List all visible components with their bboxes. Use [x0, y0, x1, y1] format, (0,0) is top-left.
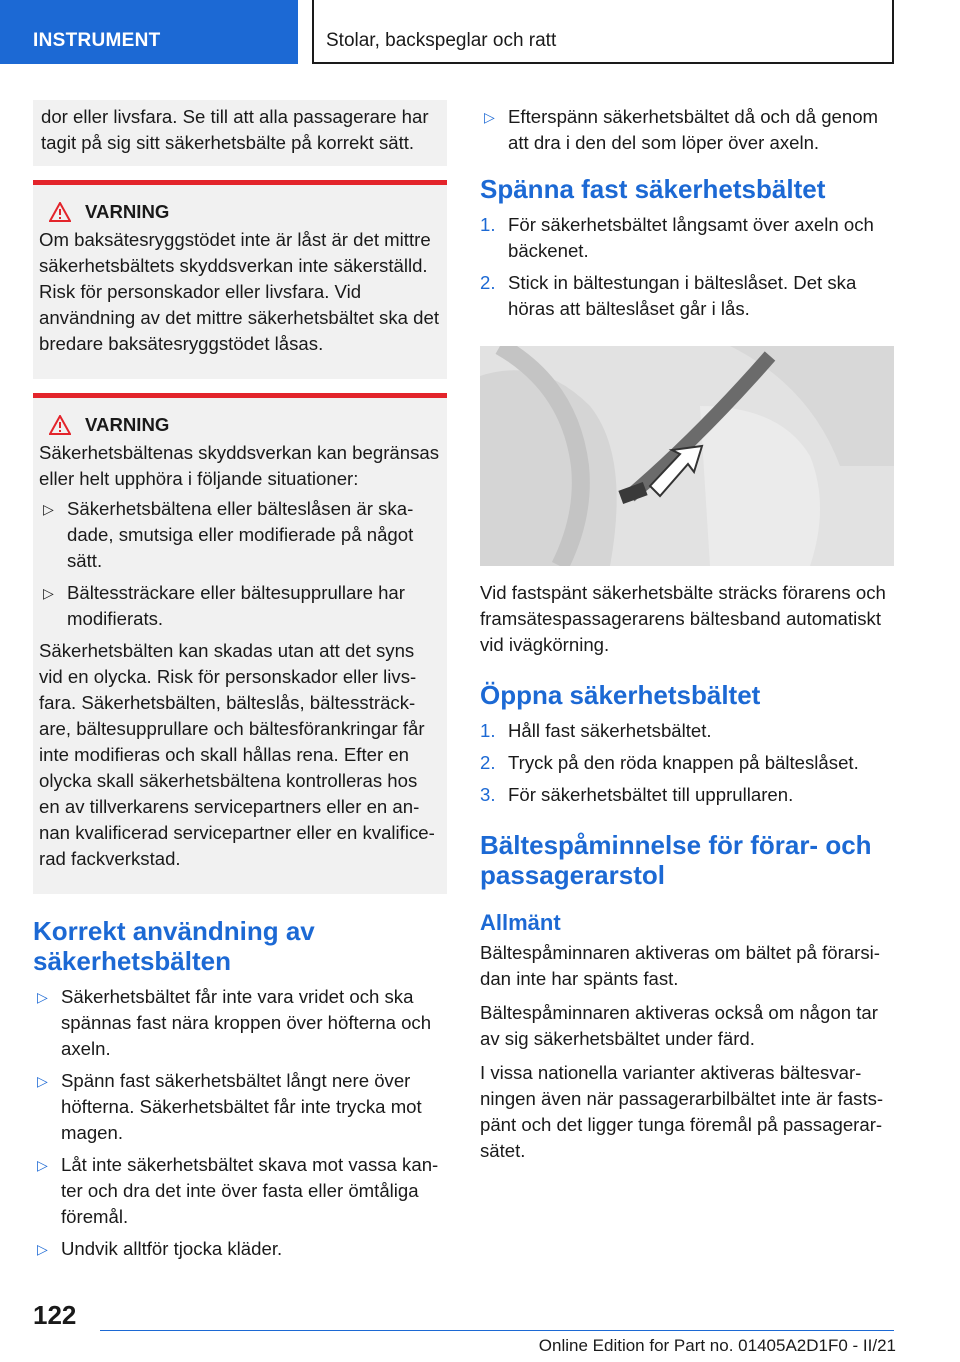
fasten-steps	[480, 212, 896, 322]
step-item: 2. Stick in bältestungan i bälteslåset. Det ska höras att bälteslåset går i lås.	[480, 272, 857, 319]
usage-list	[33, 984, 447, 1262]
list-item: ▷ Låt inte säkerhetsbältet skava mot vassa kanter och dra det inte över fasta eller ömtåliga föremål.	[37, 1154, 439, 1227]
warning-list	[39, 496, 441, 632]
list-item: ▷ Spänn fast säkerhetsbältet långt nere över höfterna. Säkerhetsbältet får inte trycka mot magen.	[37, 1070, 422, 1143]
seatbelt-illustration	[480, 346, 894, 566]
step-item: 1. För säkerhetsbältet långsamt över axeln och bäckenet.	[480, 214, 874, 261]
list-item: ▷ Undvik alltför tjocka kläder.	[33, 1236, 447, 1262]
warning-heading	[39, 201, 441, 223]
step-item: 2. Tryck på den röda knappen på bälteslåset.	[480, 752, 859, 773]
list-item: ▷ Säkerhetsbältet får inte vara vridet och ska spännas fast nära kroppen över höfterna och axeln.	[37, 986, 432, 1059]
warning-text-2: Säkerhetsbälten kan skadas utan att det syns vid en olycka. Risk för personskador eller livsfara. Säkerhetsbälten, bälteslås, bältessträckare, bältesupprullare och bältesförankringar får inte modifieras och skall hållas rena. Efter en olycka skall säkerhetsbältena kontrolleras hos en av tillverkarens servicepartners eller en annan kvalificerad servicepartner eller en kvalificerad fackverkstad.	[39, 640, 435, 869]
warning-heading	[39, 414, 441, 436]
right-column	[480, 100, 896, 1172]
section-heading: Öppna säkerhetsbältet	[480, 680, 761, 710]
open-steps	[480, 718, 896, 808]
warning-triangle-icon	[49, 415, 71, 435]
left-column	[33, 100, 447, 1268]
warning-box-1	[33, 180, 447, 379]
step-item: 3. För säkerhetsbältet till upprullaren.	[480, 784, 794, 805]
footer-rule	[100, 1330, 894, 1331]
warning-triangle-icon	[49, 202, 71, 222]
page-number: 122	[33, 1300, 77, 1330]
chapter-tab	[312, 0, 894, 64]
figure-caption: Vid fastspänt säkerhetsbälte sträcks förarens och framsätespassagerarens bältesband automatiskt vid ivägkörning.	[480, 582, 886, 655]
chapter-title: Stolar, backspeglar och ratt	[326, 30, 557, 51]
list-item: ▷ Säkerhetsbältena eller bälteslåsen är skadade, smutsiga eller modifierade på något sätt.	[43, 498, 414, 571]
section-tab	[0, 0, 298, 64]
triangle-bullet-icon: ▷	[37, 1073, 48, 1089]
section-heading: Bältespåminnelse för förar- och passagerarstol	[480, 830, 872, 890]
triangle-bullet-icon: ▷	[37, 1157, 48, 1173]
triangle-bullet-icon: ▷	[37, 989, 48, 1005]
warning-title: VARNING	[85, 201, 170, 222]
subsection-heading: Allmänt	[480, 910, 561, 935]
intro-box	[33, 100, 447, 166]
triangle-bullet-icon: ▷	[43, 501, 54, 517]
list-item: ▷ Efterspänn säkerhetsbältet då och då genom att dra i den del som löper över axeln.	[484, 106, 879, 153]
step-item: 1. Håll fast säkerhetsbältet.	[480, 720, 712, 741]
paragraph: Bältespåminnaren aktiveras om bältet på förarsidan inte har spänts fast.	[480, 942, 880, 989]
intro-text: dor eller livsfara. Se till att alla passagerare har tagit på sig sitt säkerhetsbälte på korrekt sätt.	[41, 106, 429, 153]
seatbelt-image	[480, 346, 894, 566]
triangle-bullet-icon: ▷	[43, 585, 54, 601]
footer-edition: Online Edition for Part no. 01405A2D1F0 - II/21	[538, 1336, 896, 1355]
section-heading: Spänna fast säkerhetsbältet	[480, 174, 826, 204]
list-item: ▷ Bältessträckare eller bältesupprullare har modifierats.	[43, 582, 405, 629]
paragraph: Bältespåminnaren aktiveras också om någon tar av sig säkerhetsbältet under färd.	[480, 1002, 878, 1049]
section-title: INSTRUMENT	[33, 30, 161, 51]
top-list	[480, 104, 896, 156]
warning-text: Säkerhetsbältenas skyddsverkan kan begränsas eller helt upphöra i följande situationer:	[39, 442, 440, 489]
triangle-bullet-icon: ▷	[484, 109, 495, 125]
triangle-bullet-icon: ▷	[37, 1241, 48, 1257]
warning-box-2	[33, 393, 447, 894]
warning-text: Om baksätesryggstödet inte är låst är det mittre säkerhetsbältets skyddsverkan inte säkerställd. Risk för personskador eller livsfara. Vid användning av det mittre säkerhetsbältet ska det bredare baksätesryggstödet låsas.	[39, 229, 440, 354]
warning-title: VARNING	[85, 414, 170, 435]
paragraph: I vissa nationella varianter aktiveras bältesvarningen även när passagerarbilbältet inte är fastspänt och det ligger tunga föremål på passagerarsätet.	[480, 1062, 884, 1161]
section-heading: Korrekt användning av säkerhetsbälten	[33, 916, 315, 976]
